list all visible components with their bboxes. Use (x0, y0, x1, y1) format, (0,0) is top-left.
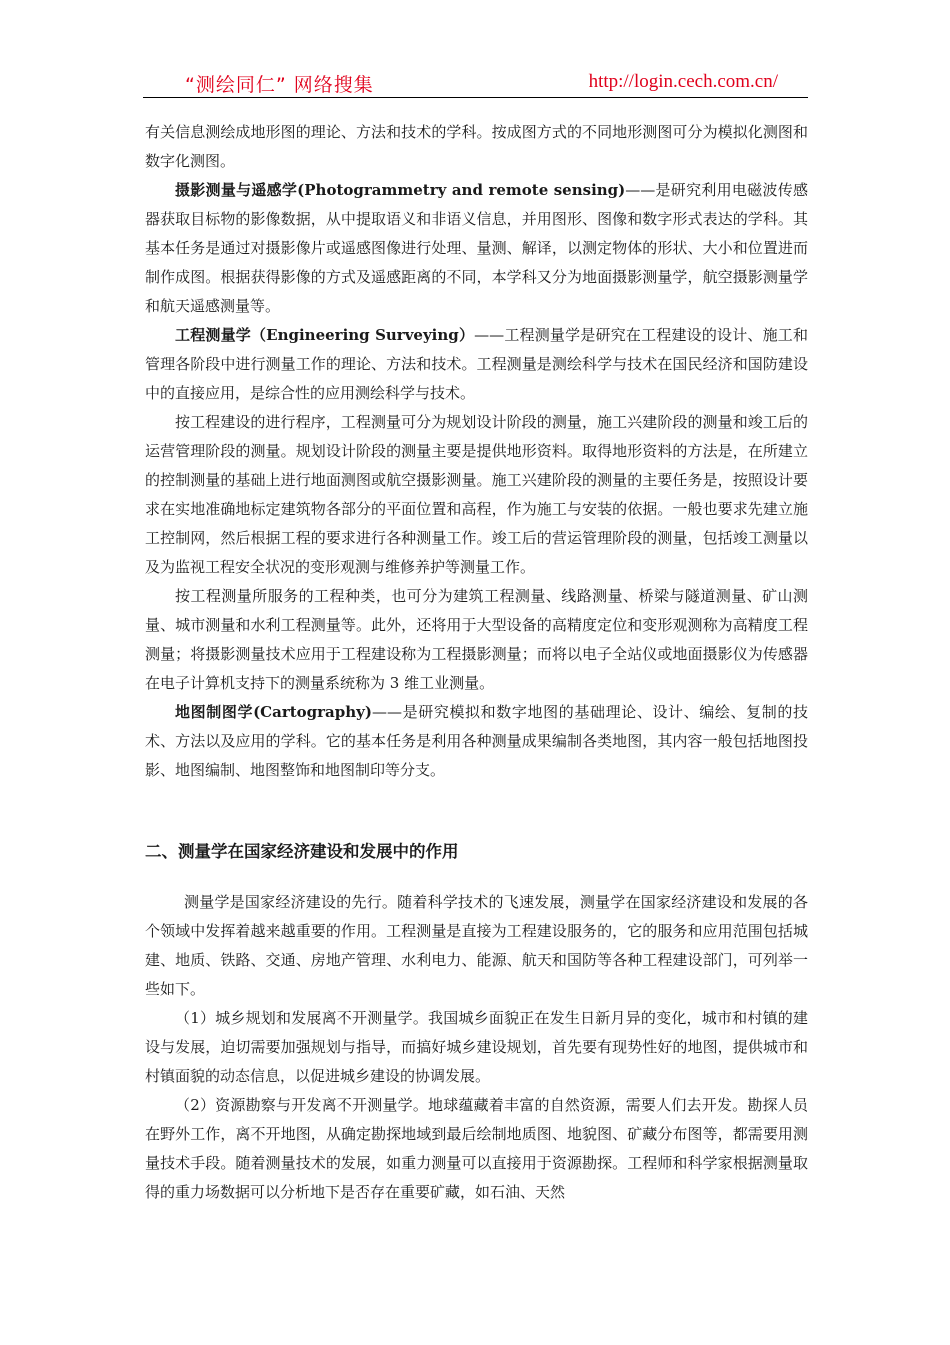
paragraph-engineering-surveying (145, 321, 808, 408)
paragraph-intro-continuation: 有关信息测绘成地形图的理论、方法和技术的学科。按成图方式的不同地形测图可分为模拟化测图和数字化测图。 (145, 123, 808, 170)
paragraph-engineering-types: 按工程测量所服务的工程种类，也可分为建筑工程测量、线路测量、桥梁与隧道测量、矿山测量、城市测量和水利工程测量等。此外，还将用于大型设备的高精度定位和变形观测称为高精度工程测量；将摄影测量技术应用于工程建设称为工程摄影测量；而将以电子全站仪或地面摄影仪为传感器在电子计算机支持下的测量系统称为 3 维工业测量。 (145, 587, 808, 692)
header-divider (143, 97, 808, 98)
term-cartography: 地图制图学(Cartography) (175, 703, 372, 721)
paragraph-cartography-body: ——是研究模拟和数字地图的基础理论、设计、编绘、复制的技术、方法以及应用的学科。它的基本任务是利用各种测量成果编制各类地图，其内容一般包括地图投影、地图编制、地图整饰和地图制印等分支。 (145, 703, 808, 779)
term-engineering-surveying: 工程测量学（Engineering Surveying） (175, 326, 475, 344)
paragraph-photogrammetry-body: ——是研究利用电磁波传感器获取目标物的影像数据，从中提取语义和非语义信息，并用图形、图像和数字形式表达的学科。其基本任务是通过对摄影像片或遥感图像进行处理、量测、解译，以测定物体的形状、大小和位置进而制作成图。根据获得影像的方式及遥感距离的不同，本学科又分为地面摄影测量学，航空摄影测量学和航天遥感测量等。 (145, 181, 808, 315)
paragraph-photogrammetry (145, 176, 808, 321)
header-source-label: “测绘同仁” 网络搜集 (185, 74, 374, 96)
paragraph-engineering-surveying-body: ——工程测量学是研究在工程建设的设计、施工和管理各阶段中进行测量工作的理论、方法和技术。工程测量是测绘科学与技术在国民经济和国防建设中的直接应用，是综合性的应用测绘科学与技术。 (145, 326, 808, 402)
paragraph-role-intro: 测量学是国家经济建设的先行。随着科学技术的飞速发展，测量学在国家经济建设和发展的各个领域中发挥着越来越重要的作用。工程测量是直接为工程建设服务的，它的服务和应用范围包括城建、地质、铁路、交通、房地产管理、水利电力、能源、航天和国防等各种工程建设部门，可列举一些如下。 (145, 893, 808, 998)
page-header (143, 68, 808, 98)
paragraph-construction-stages: 按工程建设的进行程序，工程测量可分为规划设计阶段的测量，施工兴建阶段的测量和竣工后的运营管理阶段的测量。规划设计阶段的测量主要是提供地形资料。取得地形资料的方法是，在所建立的控制测量的基础上进行地面测图或航空摄影测量。施工兴建阶段的测量的主要任务是，按照设计要求在实地准确地标定建筑物各部分的平面位置和高程，作为施工与安装的依据。一般也要求先建立施工控制网，然后根据工程的要求进行各种测量工作。竣工后的营运管理阶段的测量，包括竣工测量以及为监视工程安全状况的变形观测与维修养护等测量工作。 (145, 413, 808, 576)
paragraph-cartography (145, 698, 808, 785)
paragraph-urban-planning: （1）城乡规划和发展离不开测量学。我国城乡面貌正在发生日新月异的变化，城市和村镇的建设与发展，迫切需要加强规划与指导，而搞好城乡建设规划，首先要有现势性好的地图，提供城市和村镇面貌的动态信息，以促进城乡建设的协调发展。 (145, 1009, 808, 1085)
term-photogrammetry: 摄影测量与遥感学(Photogrammetry and remote sensing) (175, 181, 626, 199)
header-url[interactable]: http://login.cech.com.cn/ (588, 71, 778, 92)
document-body (145, 118, 808, 1207)
paragraph-resource-exploration: （2）资源勘察与开发离不开测量学。地球蕴藏着丰富的自然资源，需要人们去开发。勘探人员在野外工作，离不开地图，从确定勘探地域到最后绘制地质图、地貌图、矿藏分布图等，都需要用测量技术手段。随着测量技术的发展，如重力测量可以直接用于资源勘探。工程师和科学家根据测量取得的重力场数据可以分析地下是否存在重要矿藏，如石油、天然 (145, 1096, 808, 1201)
section-title: 二、测量学在国家经济建设和发展中的作用 (145, 842, 459, 861)
